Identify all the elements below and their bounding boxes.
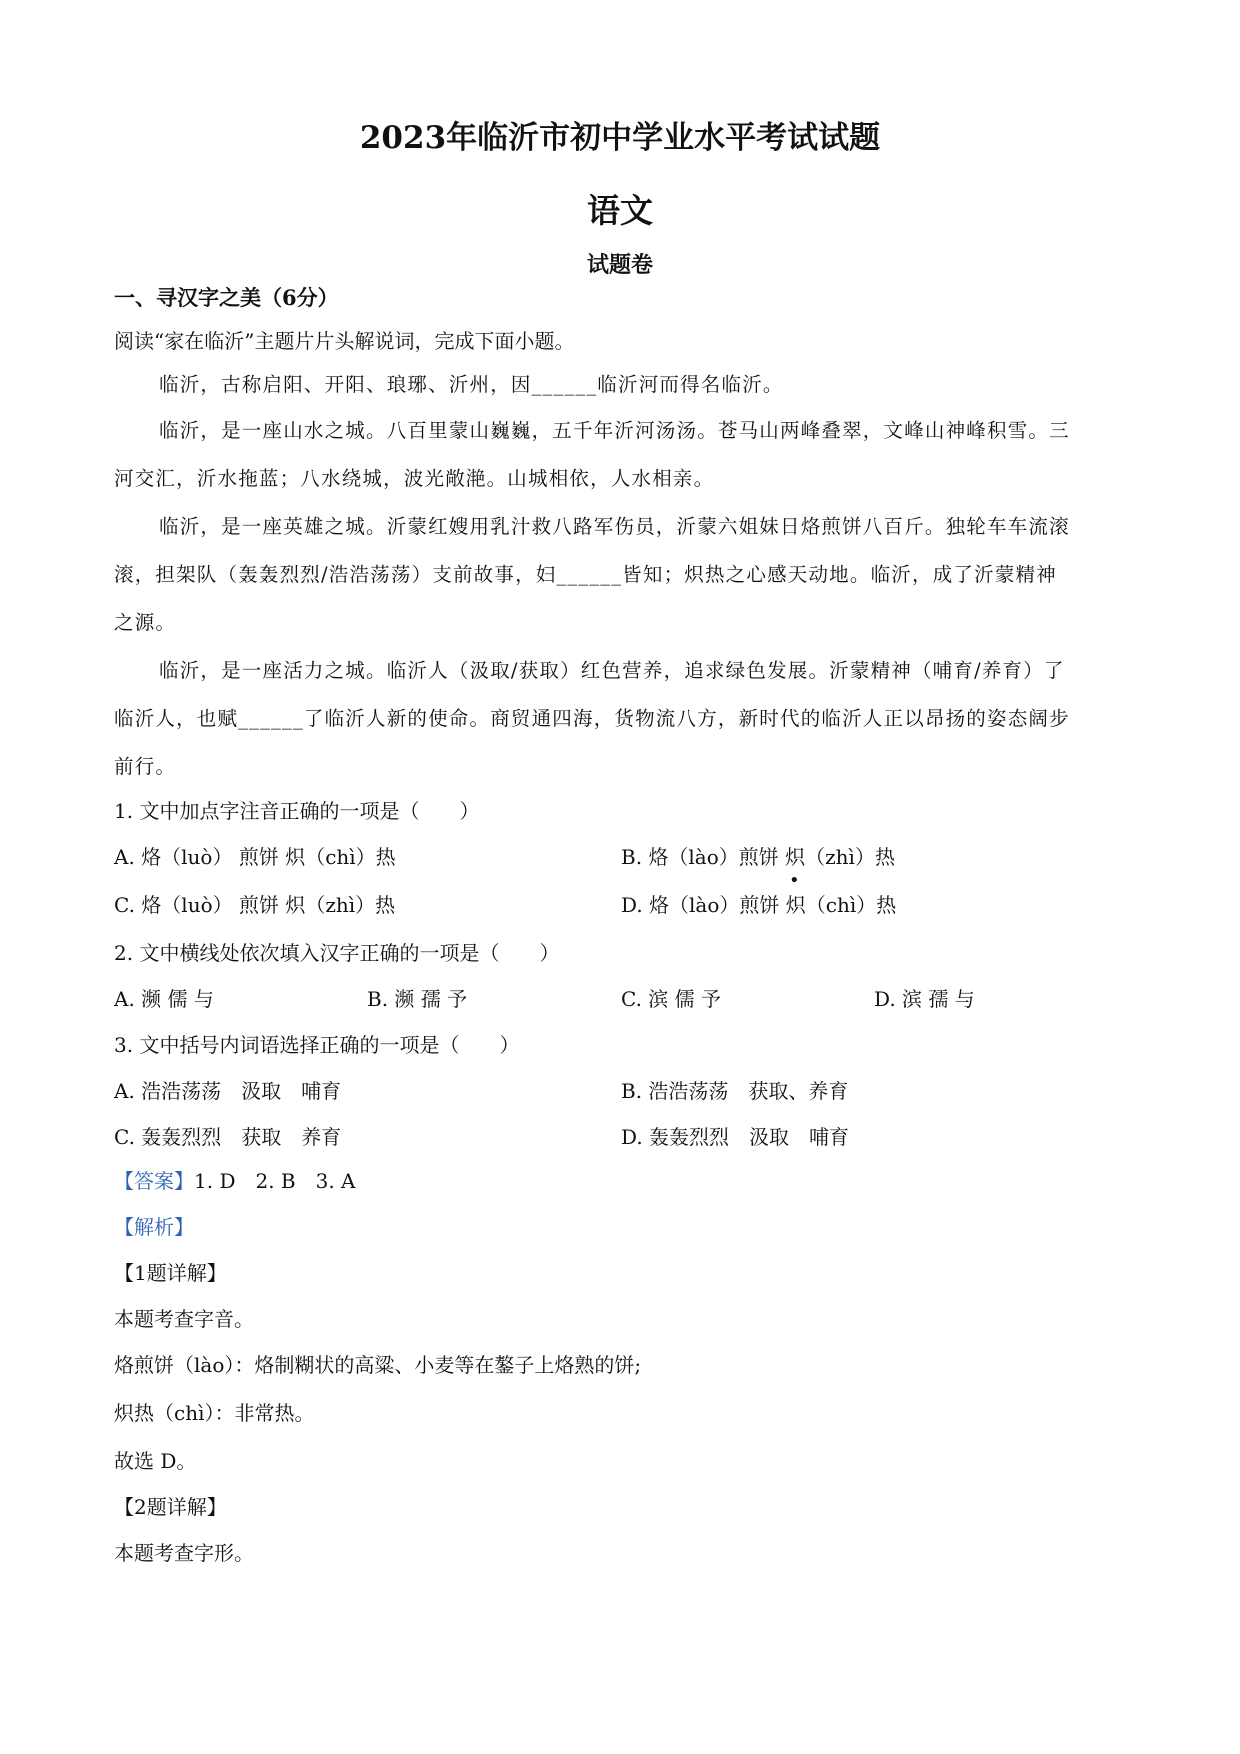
q1-detail-heading: 【1题详解】 — [114, 1261, 227, 1285]
question-3-stem: 3. 文中括号内词语选择正确的一项是（ ） — [114, 1033, 520, 1057]
passage-line: 临沂人，也赋______了临沂人新的使命。商贸通四海，货物流八方，新时代的临沂人正以昂扬的姿态阔步 — [114, 707, 1070, 730]
passage-line: 临沂，是一座活力之城。临沂人（汲取/获取）红色营养，追求绿色发展。沂蒙精神（哺育/养育）了 — [159, 659, 1065, 682]
passage-line: 前行。 — [114, 755, 177, 778]
question-3-option-b[interactable]: B. 浩浩荡荡 获取、养育 — [621, 1079, 849, 1103]
passage-line: 临沂，是一座英雄之城。沂蒙红嫂用乳汁救八路军伤员，沂蒙六姐妹日烙煎饼八百斤。独轮车车流滚 — [159, 515, 1070, 538]
paper-subtitle: 试题卷 — [586, 252, 653, 278]
analysis-line: 炽热（chì）：非常热。 — [114, 1401, 315, 1425]
analysis-line: 烙煎饼（lào）：烙制糊状的高粱、小麦等在鏊子上烙熟的饼; — [114, 1353, 642, 1377]
analysis-line: 本题考查字形。 — [114, 1541, 254, 1565]
emphasis-dot-icon: • — [789, 870, 800, 891]
question-1-option-c[interactable]: C. 烙（luò） 煎饼 炽（zhì）热 — [114, 893, 396, 917]
question-1-option-d[interactable]: D. 烙（lào）煎饼 炽（chì）热 — [621, 893, 897, 917]
answer-label: 【答案】 — [114, 1169, 194, 1193]
analysis-line: 本题考查字音。 — [114, 1307, 254, 1331]
analysis-label: 【解析】 — [114, 1215, 194, 1239]
passage-line: 滚，担架队（轰轰烈烈/浩浩荡荡）支前故事，妇______皆知；炽热之心感天动地。临沂，成了沂蒙精神 — [114, 563, 1057, 586]
question-2-option-d[interactable]: D. 滨 孺 与 — [874, 987, 975, 1011]
answer-text: 1. D 2. B 3. A — [194, 1169, 356, 1193]
question-1-option-b[interactable]: B. 烙（lào）煎饼 炽（zhì）热 — [621, 845, 895, 869]
analysis-line: 故选 D。 — [114, 1449, 197, 1473]
question-2-option-b[interactable]: B. 濒 孺 予 — [367, 987, 468, 1011]
exam-title: 2023年临沂市初中学业水平考试试题 — [359, 120, 881, 156]
question-2-option-c[interactable]: C. 滨 儒 予 — [621, 987, 722, 1011]
question-2-option-a[interactable]: A. 濒 儒 与 — [114, 987, 214, 1011]
subject-title: 语文 — [587, 191, 653, 230]
passage-line: 临沂，古称启阳、开阳、琅琊、沂州，因______临沂河而得名临沂。 — [159, 373, 784, 396]
section-instruction: 阅读“家在临沂”主题片片头解说词，完成下面小题。 — [114, 329, 575, 353]
passage-line: 河交汇，沂水拖蓝；八水绕城，波光敞滟。山城相依，人水相亲。 — [114, 467, 715, 490]
question-1-stem: 1. 文中加点字注音正确的一项是（ ） — [114, 799, 480, 823]
passage-line: 临沂，是一座山水之城。八百里蒙山巍巍，五千年沂河汤汤。苍马山两峰叠翠，文峰山神峰积雪。三 — [159, 419, 1070, 442]
question-3-option-d[interactable]: D. 轰轰烈烈 汲取 哺育 — [621, 1125, 850, 1149]
q2-detail-heading: 【2题详解】 — [114, 1495, 227, 1519]
question-3-option-a[interactable]: A. 浩浩荡荡 汲取 哺育 — [114, 1079, 342, 1103]
answer-line — [114, 1167, 356, 1195]
section-heading: 一、寻汉字之美（6分） — [114, 285, 339, 310]
question-3-option-c[interactable]: C. 轰轰烈烈 获取 养育 — [114, 1125, 342, 1149]
question-2-stem: 2. 文中横线处依次填入汉字正确的一项是（ ） — [114, 941, 560, 965]
question-1-option-a[interactable]: A. 烙（luò） 煎饼 炽（chì）热 — [114, 845, 396, 869]
passage-line: 之源。 — [114, 611, 177, 634]
